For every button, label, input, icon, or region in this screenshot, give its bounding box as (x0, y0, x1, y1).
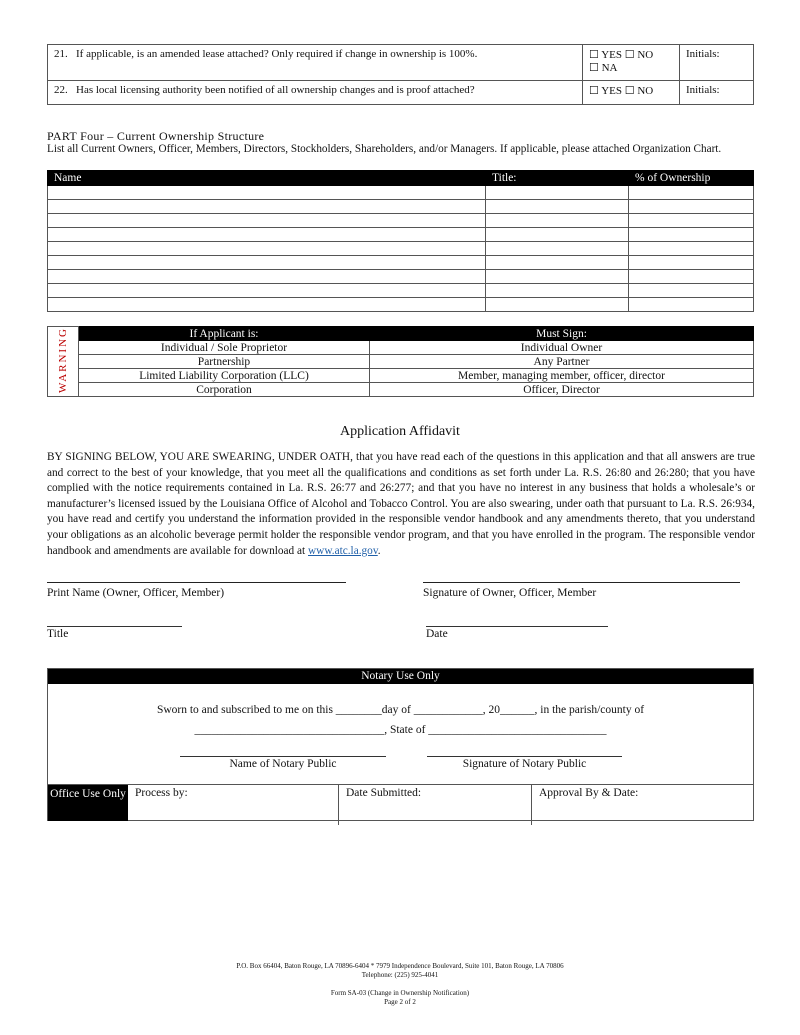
title-cell[interactable] (486, 270, 629, 284)
title-label: Title (47, 628, 69, 640)
name-cell[interactable] (48, 242, 486, 256)
ownership-row (48, 214, 754, 228)
notary-signature-label: Signature of Notary Public (462, 758, 587, 770)
print-name-label: Print Name (Owner, Officer, Member) (47, 587, 225, 599)
ownership-row (48, 284, 754, 298)
ownership-row (48, 298, 754, 312)
ownership-row (48, 242, 754, 256)
ownership-header: % of Ownership (629, 171, 754, 186)
warning-table (47, 326, 754, 397)
title-cell[interactable] (486, 186, 629, 200)
signer: Officer, Director (370, 383, 754, 397)
notary-name-label: Name of Notary Public (229, 758, 337, 770)
affidavit-body: BY SIGNING BELOW, YOU ARE SWEARING, UNDER OATH, that you have read each of the questions in this application and that all answers are true and correct to the best of your knowledge, that you meet all the qualifications and conditions as set forth under La. R.S. 26:80 and 26:280; that you have complied with the notice requirements contained in La. R.S. 26:77 and 26:277; and that you have no interest in any business that holds a wholesale’s or manufacturer’s licensed issued by the Louisiana Office of Alcohol and Tobacco Control. You are also swearing, under oath that pursuant to La. R.S. 26:934, you have read and certify you understand the information provided in the responsible vendor handbook and any amendments thereto, that you understand your obligations as an alcoholic beverage permit holder the responsible vendor program, and that you have enrolled in the program. The responsible vendor handbook and amendments are available for download at (47, 451, 755, 557)
footer-page: Page 2 of 2 (384, 998, 416, 1006)
notary-state-line[interactable]: _________________________________, State of _______________________________ (194, 724, 607, 736)
name-cell[interactable] (48, 256, 486, 270)
date-label: Date (426, 628, 448, 640)
date-line[interactable] (426, 626, 608, 627)
footer-phone: Telephone: (225) 925-4041 (361, 971, 439, 979)
ownership-table (47, 170, 754, 312)
ownership-row (48, 200, 754, 214)
title-line[interactable] (47, 626, 182, 627)
question-row (48, 45, 754, 81)
part-four-title: PART Four – Current Ownership Structure (47, 129, 265, 143)
title-cell[interactable] (486, 284, 629, 298)
yes-no-checkboxes[interactable]: ☐ YES ☐ NO (589, 49, 654, 61)
footer-address: P.O. Box 66404, Baton Rouge, LA 70896-6404 * 7979 Independence Boulevard, Suite 101, Baton Rouge, LA 70806 (236, 962, 564, 970)
title-cell[interactable] (486, 256, 629, 270)
notary-sworn-line[interactable]: Sworn to and subscribed to me on this ________day of ____________, 20______, in the parish/county of (156, 704, 645, 716)
date-submitted-field[interactable]: Date Submitted: (338, 785, 428, 825)
footer-form: Form SA-03 (Change in Ownership Notification) (330, 989, 470, 997)
yes-no-checkboxes[interactable]: ☐ YES ☐ NO (583, 81, 680, 105)
na-checkbox[interactable]: ☐ NA (589, 62, 618, 74)
ownership-cell[interactable] (629, 242, 754, 256)
title-cell[interactable] (486, 214, 629, 228)
warning-row (48, 383, 754, 397)
signature-line[interactable] (423, 582, 740, 583)
part-four-instruction: List all Current Owners, Officer, Members, Directors, Stockholders, Shareholders, and/or Managers. If applicable, please attached Organization Chart. (47, 143, 722, 155)
ownership-row (48, 228, 754, 242)
notary-signature-line[interactable] (427, 756, 622, 757)
signer: Any Partner (370, 355, 754, 369)
ownership-cell[interactable] (629, 284, 754, 298)
ownership-row (48, 270, 754, 284)
approval-field[interactable]: Approval By & Date: (531, 785, 645, 825)
ownership-cell[interactable] (629, 256, 754, 270)
name-cell[interactable] (48, 214, 486, 228)
ownership-cell[interactable] (629, 186, 754, 200)
title-cell[interactable] (486, 228, 629, 242)
ownership-cell[interactable] (629, 228, 754, 242)
initials-field[interactable]: Initials: (680, 81, 754, 105)
ownership-cell[interactable] (629, 200, 754, 214)
applicant-type: Limited Liability Corporation (LLC) (79, 369, 370, 383)
question-row (48, 81, 754, 105)
atc-link[interactable]: www.atc.la.gov (308, 544, 378, 557)
title-header: Title: (486, 171, 629, 186)
period: . (377, 544, 381, 557)
warning-label: WARNING (57, 327, 69, 393)
notary-header: Notary Use Only (48, 669, 753, 684)
office-use-label: Office Use Only (48, 785, 128, 821)
name-cell[interactable] (48, 200, 486, 214)
affidavit-title: Application Affidavit (340, 424, 460, 439)
signer: Member, managing member, officer, director (370, 369, 754, 383)
ownership-cell[interactable] (629, 214, 754, 228)
questions-table (47, 44, 754, 105)
ownership-row (48, 186, 754, 200)
question-text: 21. If applicable, is an amended lease attached? Only required if change in ownership is 100%. (48, 45, 583, 81)
name-header: Name (48, 171, 486, 186)
signature-label: Signature of Owner, Officer, Member (423, 587, 597, 599)
office-use-row (48, 784, 753, 821)
applicant-type: Individual / Sole Proprietor (79, 341, 370, 355)
applicant-type: Corporation (79, 383, 370, 397)
question-text: 22. Has local licensing authority been notified of all ownership changes and is proof attached? (48, 81, 583, 105)
warning-row (48, 341, 754, 355)
print-name-line[interactable] (47, 582, 346, 583)
name-cell[interactable] (48, 228, 486, 242)
ownership-row (48, 256, 754, 270)
applicant-header: If Applicant is: (79, 327, 370, 341)
ownership-cell[interactable] (629, 270, 754, 284)
ownership-cell[interactable] (629, 298, 754, 312)
answer-options[interactable] (583, 45, 680, 81)
name-cell[interactable] (48, 186, 486, 200)
applicant-type: Partnership (79, 355, 370, 369)
notary-name-line[interactable] (180, 756, 386, 757)
process-by-field[interactable]: Process by: (135, 787, 188, 799)
title-cell[interactable] (486, 200, 629, 214)
title-cell[interactable] (486, 298, 629, 312)
must-sign-header: Must Sign: (370, 327, 754, 341)
warning-row (48, 355, 754, 369)
signer: Individual Owner (370, 341, 754, 355)
warning-row (48, 369, 754, 383)
notary-box (47, 668, 754, 821)
name-cell[interactable] (48, 298, 486, 312)
initials-field[interactable]: Initials: (680, 45, 754, 81)
name-cell[interactable] (48, 284, 486, 298)
affidavit-text (47, 450, 755, 559)
title-cell[interactable] (486, 242, 629, 256)
name-cell[interactable] (48, 270, 486, 284)
